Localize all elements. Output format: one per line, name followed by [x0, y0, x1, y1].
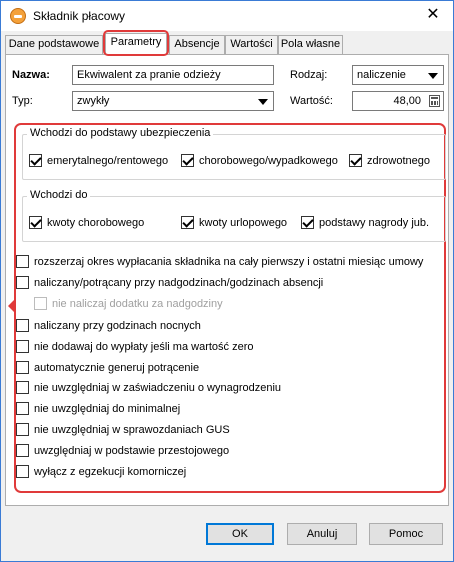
checkbox-label: zdrowotnego [367, 155, 430, 167]
checkbox-rozszerzaj-okres[interactable] [16, 255, 423, 271]
checkbox-nagrody-jub[interactable] [301, 216, 429, 232]
checkbox-label: naliczany/potrącany przy nadgodzinach/godzinach absencji [34, 277, 324, 289]
wartosc-label: Wartość: [290, 95, 333, 107]
checkbox-nie-naliczaj-dodatku [34, 297, 223, 313]
checkbox-icon[interactable] [29, 154, 42, 167]
checkbox-generuj-potracenie[interactable] [16, 361, 199, 377]
checkbox-label: automatycznie generuj potrącenie [34, 362, 200, 374]
ok-button[interactable]: OK [206, 523, 274, 545]
checkbox-label: kwoty urlopowego [199, 217, 288, 229]
checkbox-label: nie naliczaj dodatku za nadgodziny [52, 298, 223, 310]
checkbox-label: wyłącz z egzekucji komorniczej [34, 466, 187, 478]
tab-pola-wlasne[interactable]: Pola własne [278, 35, 343, 54]
calculator-icon[interactable] [429, 95, 440, 107]
checkbox-label: podstawy nagrody jub. [319, 217, 430, 229]
rodzaj-label: Rodzaj: [290, 69, 328, 81]
checkbox-label: kwoty chorobowego [47, 217, 145, 229]
app-icon [10, 8, 26, 24]
highlight-notch [8, 300, 14, 312]
group-ubezpieczenia-title: Wchodzi do podstawy ubezpieczenia [27, 127, 213, 139]
checkbox-icon[interactable] [349, 154, 362, 167]
group-wchodzi-do [22, 189, 446, 242]
checkbox-icon[interactable] [16, 465, 29, 478]
checkbox-icon[interactable] [16, 276, 29, 289]
checkbox-egzekucja[interactable] [16, 465, 186, 481]
window-title: Składnik płacowy [33, 9, 126, 23]
checkbox-zaswiadczenie[interactable] [16, 381, 281, 397]
checkbox-icon[interactable] [16, 444, 29, 457]
checkbox-icon[interactable] [16, 381, 29, 394]
tab-parametry[interactable]: Parametry [105, 33, 167, 55]
nazwa-label: Nazwa: [12, 69, 50, 81]
checkbox-godziny-nocne[interactable] [16, 319, 201, 335]
checkbox-label: naliczany przy godzinach nocnych [34, 320, 201, 332]
checkbox-label: rozszerzaj okres wypłacania składnika na cały pierwszy i ostatni miesiąc umowy [34, 256, 424, 268]
tab-panel-parametry [5, 54, 449, 506]
help-button[interactable]: Pomoc [369, 523, 443, 545]
checkbox-icon[interactable] [16, 402, 29, 415]
cancel-button[interactable]: Anuluj [287, 523, 357, 545]
checkbox-icon[interactable] [16, 319, 29, 332]
checkbox-chorobowe-wypadkowe[interactable] [181, 154, 338, 170]
checkbox-icon[interactable] [301, 216, 314, 229]
checkbox-label: nie uwzględniaj w zaświadczeniu o wynagrodzeniu [34, 382, 282, 394]
checkbox-kwoty-urlopowego[interactable] [181, 216, 287, 232]
rodzaj-select[interactable] [352, 65, 444, 85]
checkbox-minimalna[interactable] [16, 402, 180, 418]
checkbox-icon[interactable] [29, 216, 42, 229]
checkbox-label: emerytalnego/rentowego [47, 155, 169, 167]
chevron-down-icon [428, 73, 438, 79]
checkbox-icon[interactable] [181, 216, 194, 229]
rodzaj-value: naliczenie [357, 69, 406, 81]
typ-label: Typ: [12, 95, 33, 107]
checkbox-icon[interactable] [16, 361, 29, 374]
tab-wartosci[interactable]: Wartości [225, 35, 278, 54]
nazwa-input[interactable]: Ekwiwalent za pranie odzieży [72, 65, 274, 85]
checkbox-label: nie uwzględniaj w sprawozdaniach GUS [34, 424, 230, 436]
checkbox-label: uwzględniaj w podstawie przestojowego [34, 445, 230, 457]
chevron-down-icon [258, 99, 268, 105]
checkbox-icon[interactable] [181, 154, 194, 167]
checkbox-icon[interactable] [16, 340, 29, 353]
checkbox-przestojowe[interactable] [16, 444, 229, 460]
checkbox-emerytalne[interactable] [29, 154, 168, 170]
wartosc-value: 48,00 [393, 95, 421, 107]
checkbox-icon [34, 297, 47, 310]
close-icon[interactable]: ✕ [426, 6, 440, 23]
checkbox-wartosc-zero[interactable] [16, 340, 254, 356]
checkbox-zdrowotne[interactable] [349, 154, 430, 170]
checkbox-label: chorobowego/wypadkowego [199, 155, 338, 167]
group-wchodzi-title: Wchodzi do [27, 189, 90, 201]
typ-select[interactable] [72, 91, 274, 111]
checkbox-kwoty-chorobowego[interactable] [29, 216, 144, 232]
title-bar [1, 1, 453, 31]
checkbox-label: nie dodawaj do wypłaty jeśli ma wartość zero [34, 341, 254, 353]
wartosc-input[interactable] [352, 91, 444, 111]
checkbox-label: nie uwzględniaj do minimalnej [34, 403, 181, 415]
checkbox-icon[interactable] [16, 255, 29, 268]
group-podstawa-ubezpieczenia [22, 127, 446, 180]
tab-absencje[interactable]: Absencje [169, 35, 225, 54]
checkbox-icon[interactable] [16, 423, 29, 436]
checkbox-gus[interactable] [16, 423, 230, 439]
tab-dane-podstawowe[interactable]: Dane podstawowe [5, 35, 103, 54]
typ-value: zwykły [77, 95, 110, 107]
checkbox-nadgodziny[interactable] [16, 276, 323, 292]
